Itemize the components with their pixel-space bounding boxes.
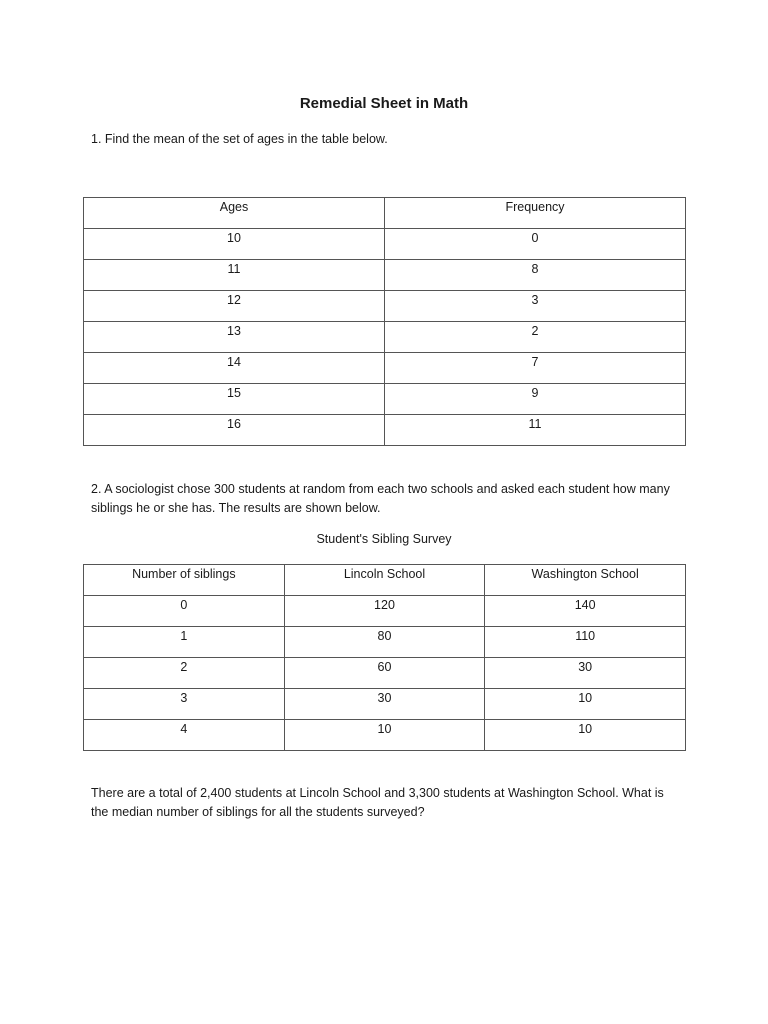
table-row [84, 291, 686, 322]
column-header-frequency: Frequency [385, 198, 686, 229]
table-row [84, 689, 686, 720]
question-2-line-1: 2. A sociologist chose 300 students at random from each two schools and asked each student how many [91, 482, 670, 496]
table-cell-age: 10 [84, 229, 385, 260]
table-cell-siblings: 0 [84, 596, 285, 627]
table-row [84, 627, 686, 658]
table-row [84, 720, 686, 751]
page-title: Remedial Sheet in Math [299, 95, 469, 112]
table-cell-siblings: 1 [84, 627, 285, 658]
column-header-lincoln-school: Lincoln School [284, 565, 485, 596]
table-row [84, 415, 686, 446]
table-row [84, 260, 686, 291]
question-2-line-2: siblings he or she has. The results are shown below. [91, 501, 381, 515]
table-caption: Student's Sibling Survey [316, 532, 452, 546]
table-cell-age: 13 [84, 322, 385, 353]
table-row [84, 353, 686, 384]
table-cell-frequency: 11 [385, 415, 686, 446]
question-3-text [91, 784, 691, 822]
table-cell-washington: 30 [485, 658, 686, 689]
table-cell-lincoln: 10 [284, 720, 485, 751]
table-cell-washington: 10 [485, 689, 686, 720]
table-header-row [84, 198, 686, 229]
table-cell-siblings: 3 [84, 689, 285, 720]
table-cell-age: 12 [84, 291, 385, 322]
table-cell-age: 15 [84, 384, 385, 415]
table-cell-siblings: 4 [84, 720, 285, 751]
table-cell-washington: 10 [485, 720, 686, 751]
ages-frequency-table [83, 197, 686, 446]
column-header-washington-school: Washington School [485, 565, 686, 596]
question-1-text: 1. Find the mean of the set of ages in the table below. [91, 132, 388, 146]
question-3-line-2: the median number of siblings for all the students surveyed? [91, 805, 425, 819]
table-cell-frequency: 3 [385, 291, 686, 322]
table-cell-age: 16 [84, 415, 385, 446]
table-cell-washington: 140 [485, 596, 686, 627]
table-row [84, 229, 686, 260]
table-cell-siblings: 2 [84, 658, 285, 689]
question-3-line-1: There are a total of 2,400 students at Lincoln School and 3,300 students at Washington School. What is [91, 786, 664, 800]
table-cell-washington: 110 [485, 627, 686, 658]
table-cell-lincoln: 80 [284, 627, 485, 658]
table-cell-frequency: 7 [385, 353, 686, 384]
table-row [84, 384, 686, 415]
sibling-survey-table [83, 564, 686, 751]
column-header-number-of-siblings: Number of siblings [84, 565, 285, 596]
table-header-row [84, 565, 686, 596]
table-cell-frequency: 9 [385, 384, 686, 415]
table-row [84, 596, 686, 627]
question-2-text [91, 480, 691, 518]
table-cell-age: 14 [84, 353, 385, 384]
table-row [84, 322, 686, 353]
table-cell-frequency: 0 [385, 229, 686, 260]
table-cell-frequency: 8 [385, 260, 686, 291]
column-header-ages: Ages [84, 198, 385, 229]
table-cell-frequency: 2 [385, 322, 686, 353]
table-cell-age: 11 [84, 260, 385, 291]
table-row [84, 658, 686, 689]
table-cell-lincoln: 120 [284, 596, 485, 627]
table-cell-lincoln: 30 [284, 689, 485, 720]
table-cell-lincoln: 60 [284, 658, 485, 689]
